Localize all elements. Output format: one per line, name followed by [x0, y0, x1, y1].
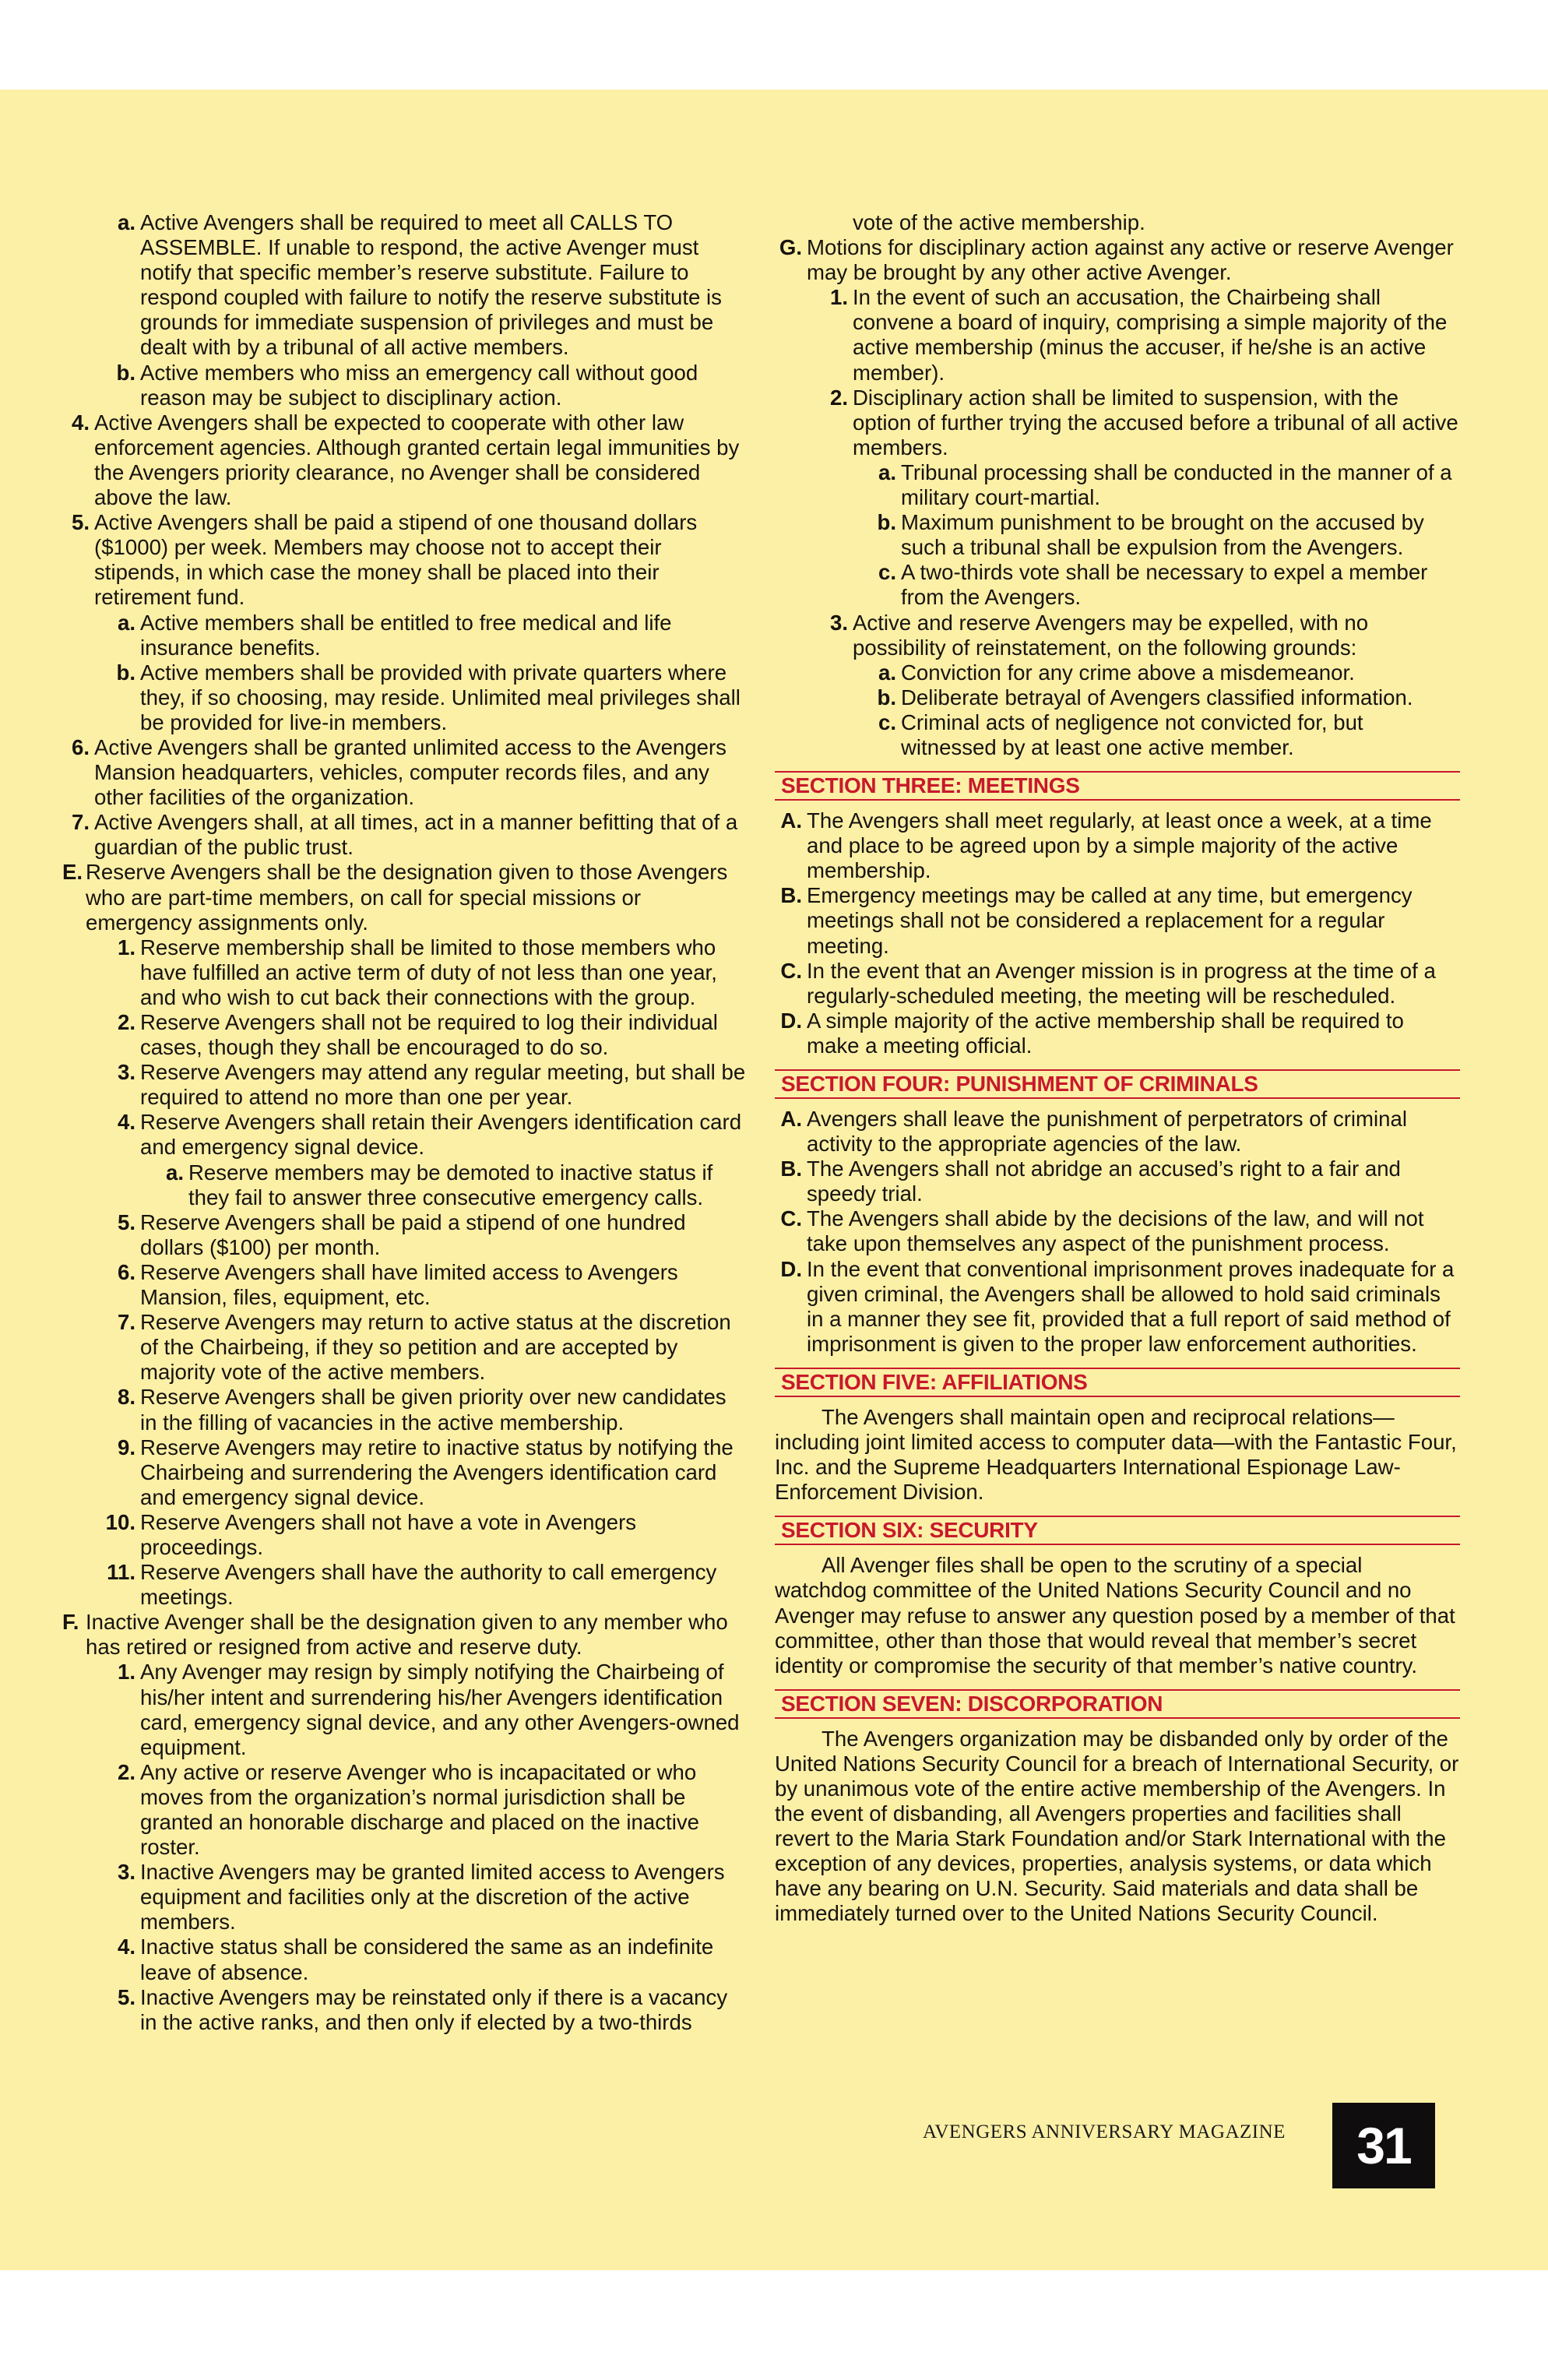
clause-marker: 4. [117, 1110, 135, 1135]
clause [775, 1206, 1460, 1256]
clause-marker: a. [878, 459, 896, 484]
clause-marker: G. [779, 235, 802, 260]
clause-marker: 3. [117, 1860, 135, 1885]
clause-letter-F [62, 1610, 748, 1660]
clause [62, 361, 748, 410]
clause-marker: 4. [71, 410, 90, 435]
clause [775, 959, 1460, 1009]
clause-text: The Avengers shall not abridge an accused’s right to a fair and speedy trial. [807, 1157, 1401, 1206]
magazine-title: AVENGERS ANNIVERSARY MAGAZINE [923, 2121, 1286, 2142]
clause [62, 1660, 748, 1759]
section-five-heading: SECTION FIVE: AFFILIATIONS [775, 1368, 1460, 1397]
clause-text: Reserve Avengers shall be given priority over new candidates in the filling of vacancies in the active membership. [140, 1385, 727, 1435]
clause-marker: b. [116, 660, 135, 685]
clause [775, 285, 1460, 385]
clause-marker: B. [780, 1157, 802, 1181]
clause [62, 210, 748, 361]
clause-text: Tribunal processing shall be conducted in the manner of a military court-martial. [901, 459, 1452, 510]
clause [775, 1009, 1460, 1058]
clause [62, 1260, 748, 1310]
clause [775, 611, 1460, 660]
clause-text: Emergency meetings may be called at any time, but emergency meetings shall not be considered a replacement for a regular meeting. [807, 883, 1413, 958]
clause-marker: a. [117, 210, 135, 234]
clause [62, 1985, 748, 2035]
section-five-body: The Avengers shall maintain open and reciprocal relations—including joint limited access to computer data—with the Fantastic Four, Inc. and the Supreme Headquarters International Espionage Law-Enforcement Division. [775, 1404, 1457, 1505]
clause-text: Reserve Avengers may retire to inactive status by notifying the Chairbeing and surrendering the Avengers identification card and emergency signal device. [140, 1435, 734, 1509]
clause-marker: 7. [117, 1310, 135, 1335]
clause-marker: c. [878, 560, 896, 585]
clause-text: Reserve Avengers shall be paid a stipend of one hundred dollars ($100) per month. [140, 1209, 686, 1259]
clause-marker: a. [878, 660, 896, 685]
clause [775, 883, 1460, 958]
clause-marker: 1. [117, 1660, 135, 1685]
section-six-body: All Avenger files shall be open to the scrutiny of a special watchdog committee of the United Nations Security Council and no Avenger may refuse to answer any question posed by a member of that committee, other than those that would reveal that member’s secret identity or compromise the security of that member’s native country. [775, 1553, 1455, 1678]
clause-text: The Avengers shall meet regularly, at least once a week, at a time and place to be agreed upon by a simple majority of the active membership. [807, 808, 1432, 883]
clause-marker: 6. [71, 734, 90, 759]
clause-marker: b. [877, 685, 896, 709]
clause-marker: 7. [71, 810, 90, 835]
page-number-badge: 31 [1332, 2103, 1435, 2188]
clause [775, 210, 1460, 235]
clause-text: Reserve Avengers shall not have a vote in Avengers proceedings. [140, 1509, 637, 1559]
clause [775, 235, 1460, 285]
clause-text: Inactive Avenger shall be the designation given to any member who has retired or resigned from active and reserve duty. [86, 1610, 728, 1660]
clause-text: Conviction for any crime above a misdemeanor. [901, 660, 1355, 685]
clause [62, 611, 748, 660]
clause-text: Active Avengers shall be required to meet all CALLS TO ASSEMBLE. If unable to respond, the active Avenger must notify that specific member’s reserve substitute. Failure to respond coupled with failure to notify the reserve substitute is grounds for immediate suspension of privileges and must be dealt with by a tribunal of all active members. [140, 210, 722, 360]
clause-marker: 10. [105, 1509, 135, 1534]
clause-text: Reserve Avengers shall be the designation given to those Avengers who are part-time members, on call for special missions or emergency assignments only. [86, 860, 728, 935]
clause-marker: c. [878, 709, 896, 734]
clause-marker: 11. [107, 1560, 135, 1585]
clause [775, 560, 1460, 610]
clause [775, 660, 1460, 685]
clause-marker: 2. [117, 1010, 135, 1034]
clause [775, 1157, 1460, 1206]
clause-text: Active and reserve Avengers may be expelled, with no possibility of reinstatement, on the following grounds: [853, 610, 1369, 660]
clause-text: Active Avengers shall be expected to cooperate with other law enforcement agencies. Although granted certain legal immunities by the Avengers priority clearance, no Avenger shall be considered above the law. [94, 410, 740, 510]
clause [62, 1435, 748, 1510]
clause-text: Motions for disciplinary action against any active or reserve Avenger may be brought by any other active Avenger. [807, 235, 1454, 285]
clause-text: Disciplinary action shall be limited to suspension, with the option of further trying the accused before a tribunal of all active members. [853, 385, 1458, 459]
clause-text: In the event that an Avenger mission is in progress at the time of a regularly-scheduled meeting, the meeting will be rescheduled. [807, 958, 1436, 1008]
clause-marker: 1. [829, 285, 848, 310]
clause-marker: 9. [117, 1435, 135, 1459]
clause-marker: E. [62, 860, 83, 885]
clause-text: Inactive status shall be considered the same as an indefinite leave of absence. [140, 1935, 714, 1984]
clause [62, 1310, 748, 1385]
clause-text: Any active or reserve Avenger who is incapacitated or who moves from the organization’s normal jurisdiction shall be granted an honorable discharge and placed on the inactive roster. [140, 1759, 699, 1860]
clause-text: Active members shall be provided with private quarters where they, if so choosing, may reside. Unlimited meal privileges shall be provided for live-in members. [140, 660, 741, 734]
clause-text: Reserve membership shall be limited to those members who have fulfilled an active term of duty of not less than one year, and who wish to cut back their connections with the group. [140, 935, 717, 1009]
left-column [62, 210, 748, 2035]
clause-text: Active members who miss an emergency call without good reason may be subject to disciplinary action. [140, 360, 698, 410]
clause-marker: B. [780, 883, 802, 908]
clause [62, 1935, 748, 1984]
clause-text: Reserve Avengers may return to active status at the discretion of the Chairbeing, if they so petition and are accepted by majority vote of the active members. [140, 1310, 731, 1385]
clause [62, 410, 748, 510]
clause-text: Reserve Avengers shall have limited access to Avengers Mansion, files, equipment, etc. [140, 1259, 678, 1310]
clause-marker: 1. [117, 935, 135, 959]
clause-text: In the event that conventional imprisonment proves inadequate for a given criminal, the Avengers shall be allowed to hold said criminals in a manner they see fit, provided that a full report of said method of imprisonment is given to the proper law enforcement authorities. [807, 1256, 1455, 1356]
clause [62, 935, 748, 1010]
section-six-heading: SECTION SIX: SECURITY [775, 1516, 1460, 1545]
clause [775, 1107, 1460, 1157]
right-column [775, 210, 1460, 1927]
clause-text: Avengers shall leave the punishment of perpetrators of criminal activity to the appropriate agencies of the law. [807, 1107, 1407, 1157]
clause-text: Reserve members may be demoted to inactive status if they fail to answer three consecutive emergency calls. [188, 1160, 713, 1209]
clause-text: Active Avengers shall be paid a stipend of one thousand dollars ($1000) per week. Members may choose not to accept their stipends, in which case the money shall be placed into their retirement fund. [94, 510, 698, 610]
clause-text: Reserve Avengers shall not be required to log their individual cases, though they shall be encouraged to do so. [140, 1010, 718, 1060]
section-three-heading: SECTION THREE: MEETINGS [775, 771, 1460, 801]
clause-marker: 4. [117, 1935, 135, 1959]
section-seven-body: The Avengers organization may be disbanded only by order of the United Nations Security Council for a breach of International Security, or by unanimous vote of the entire active membership of the Avengers. In the event of disbanding, all Avengers properties and facilities shall revert to the Maria Stark Foundation and/or Stark International with the exception of any devices, properties, analysis systems, or data which have any bearing on U.N. Security. Said materials and data shall be immediately turned over to the United Nations Security Council. [775, 1726, 1459, 1926]
clause-letter-E [62, 860, 748, 935]
clause-marker: 5. [117, 1209, 135, 1234]
clause-text: A two-thirds vote shall be necessary to expel a member from the Avengers. [901, 560, 1428, 610]
clause [62, 1110, 748, 1160]
clause-text: Reserve Avengers shall have the authority to call emergency meetings. [140, 1560, 717, 1610]
clause-text: Reserve Avengers may attend any regular meeting, but shall be required to attend no more than one per year. [140, 1060, 746, 1110]
section-four-heading: SECTION FOUR: PUNISHMENT OF CRIMINALS [775, 1069, 1460, 1099]
clause-text: In the event of such an accusation, the Chairbeing shall convene a board of inquiry, comprising a simple majority of the active membership (minus the accuser, if he/she is an active member). [853, 285, 1448, 385]
clause-text: The Avengers shall abide by the decisions of the law, and will not take upon themselves any aspect of the punishment process. [807, 1206, 1424, 1256]
clause-marker: D. [780, 1256, 802, 1281]
clause-text: Active Avengers shall, at all times, act in a manner befitting that of a guardian of the public trust. [94, 810, 738, 860]
clause [62, 660, 748, 735]
clause-text: Active members shall be entitled to free medical and life insurance benefits. [140, 610, 672, 660]
clause-text: Deliberate betrayal of Avengers classified information. [901, 685, 1413, 709]
clause [62, 810, 748, 860]
clause [775, 685, 1460, 710]
clause-marker: A. [780, 808, 802, 833]
clause-marker: 3. [829, 610, 848, 635]
clause-text: Any Avenger may resign by simply notifying the Chairbeing of his/her intent and surrendering his/her Avengers identification card, emergency signal device, and any other Avengers-owned equipment. [140, 1660, 740, 1759]
clause [775, 1257, 1460, 1357]
clause-marker: a. [117, 610, 135, 635]
clause-marker: D. [780, 1008, 802, 1033]
clause-text: Inactive Avengers may be reinstated only if there is a vacancy in the active ranks, and then only if elected by a two-thirds [140, 1984, 728, 2034]
clause-text: Maximum punishment to be brought on the accused by such a tribunal shall be expulsion from the Avengers. [901, 510, 1424, 560]
section-seven-heading: SECTION SEVEN: DISCORPORATION [775, 1689, 1460, 1719]
clause-text: Criminal acts of negligence not convicted for, but witnessed by at least one active member. [901, 709, 1363, 759]
clause-marker: A. [780, 1107, 802, 1131]
clause [62, 1760, 748, 1860]
clause [62, 1060, 748, 1110]
clause-text: A simple majority of the active membership shall be required to make a meeting official. [807, 1008, 1404, 1058]
clause-marker: b. [116, 360, 135, 385]
clause [775, 808, 1460, 883]
clause [62, 510, 748, 610]
clause [775, 710, 1460, 760]
clause [775, 460, 1460, 510]
clause [62, 1160, 748, 1210]
clause-marker: 2. [829, 385, 848, 410]
clause [62, 1010, 748, 1060]
clause-marker: 8. [117, 1385, 135, 1410]
clause-marker: 3. [117, 1060, 135, 1085]
clause-marker: F. [62, 1610, 79, 1635]
clause-marker: 5. [117, 1984, 135, 2009]
clause [62, 1210, 748, 1260]
clause [62, 1560, 748, 1610]
clause [62, 1860, 748, 1935]
clause-text: Reserve Avengers shall retain their Avengers identification card and emergency signal device. [140, 1110, 742, 1160]
clause-marker: C. [780, 1206, 802, 1231]
clause [62, 1510, 748, 1560]
clause-text: Inactive Avengers may be granted limited access to Avengers equipment and facilities only at the discretion of the active members. [140, 1860, 725, 1935]
clause-marker: b. [877, 510, 896, 535]
clause-marker: C. [780, 958, 802, 983]
clause-marker: 5. [71, 510, 90, 535]
clause-marker: a. [165, 1160, 184, 1185]
clause [62, 1385, 748, 1435]
clause [775, 386, 1460, 460]
clause-marker: 6. [117, 1259, 135, 1284]
clause-text: Active Avengers shall be granted unlimited access to the Avengers Mansion headquarters, vehicles, computer records files, and any other facilities of the organization. [94, 734, 727, 810]
clause [62, 735, 748, 810]
clause-text: vote of the active membership. [853, 210, 1145, 234]
clause [775, 510, 1460, 560]
clause-marker: 2. [117, 1759, 135, 1784]
